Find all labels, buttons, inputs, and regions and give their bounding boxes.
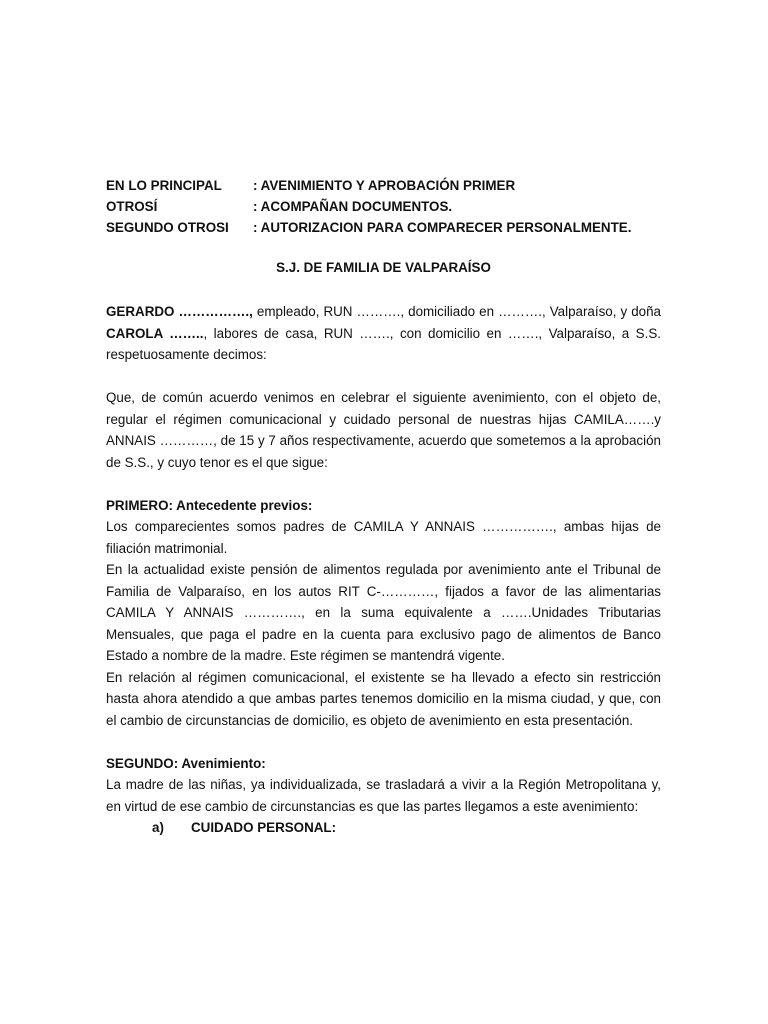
intro-text-1: empleado, RUN ………., domiciliado en ………., Valparaíso, y doña (252, 304, 661, 319)
caption-row-principal (106, 175, 666, 196)
court-heading: S.J. DE FAMILIA DE VALPARAÍSO (276, 260, 491, 275)
party-name-1: GERARDO ……………., (106, 304, 253, 319)
section-primero-paragraph-2: En la actualidad existe pensión de alimentos regulada por avenimiento ante el Tribunal de Familia de Valparaíso, en los autos RIT C-…………, fijados a favor de las alimentarias CAMILA Y ANNAIS …………., en la suma equivalente a …….Unidades Tributarias Mensuales, que paga el padre en la cuenta para exclusivo pago de alimentos de Banco Estado a nombre de la madre. Este régimen se mantendrá vigente. (106, 562, 661, 663)
caption-value: : AUTORIZACION PARA COMPARECER PERSONALMENTE. (253, 220, 632, 235)
section-segundo-heading: SEGUNDO: Avenimiento: (106, 755, 266, 771)
spacer (106, 473, 661, 495)
list-item-cuidado-personal (106, 817, 661, 839)
intro-text-2: , labores de casa, RUN ……., con domicilio en ……., Valparaíso, a S.S. respetuosamente decimos: (106, 325, 661, 362)
list-item-label: CUIDADO PERSONAL: (191, 820, 337, 835)
agreement-paragraph: Que, de común acuerdo venimos en celebrar el siguiente avenimiento, con el objeto de, regular el régimen comunicacional y cuidado personal de nuestras hijas CAMILA…….y ANNAIS …………, de 15 y 7 años respectivamente, acuerdo que sometemos a la aprobación de S.S., y cuyo tenor es el que sigue: (106, 390, 661, 470)
caption-row-otrosi (106, 196, 666, 217)
section-primero-heading: PRIMERO: Antecedente previos: (106, 497, 313, 513)
caption-label: SEGUNDO OTROSI (106, 220, 229, 235)
document-body (106, 301, 661, 839)
spacer (106, 731, 661, 753)
caption-value: : ACOMPAÑAN DOCUMENTOS. (253, 199, 453, 214)
section-primero-paragraph-3: En relación al régimen comunicacional, el existente se ha llevado a efecto sin restricción hasta ahora atendido a que ambas partes tenemos domicilio en la misma ciudad, y que, con el cambio de circunstancias de domicilio, es objeto de avenimiento en esta presentación. (106, 669, 661, 728)
list-item-marker: a) (152, 820, 164, 835)
intro-paragraph (106, 301, 661, 366)
caption-label: OTROSÍ (106, 199, 158, 214)
caption-block (106, 175, 666, 238)
spacer (106, 366, 661, 388)
caption-row-segundo-otrosi (106, 217, 666, 238)
caption-value: : AVENIMIENTO Y APROBACIÓN PRIMER (253, 178, 516, 193)
caption-label: EN LO PRINCIPAL (106, 178, 222, 193)
section-segundo-paragraph-1: La madre de las niñas, ya individualizada, se trasladará a vivir a la Región Metropolitana y, en virtud de ese cambio de circunstancias es que las partes llegamos a este avenimiento: (106, 777, 661, 814)
section-primero-paragraph-1: Los comparecientes somos padres de CAMILA Y ANNAIS ……………., ambas hijas de filiación matrimonial. (106, 519, 661, 556)
party-name-2: CAROLA …….. (106, 325, 204, 341)
